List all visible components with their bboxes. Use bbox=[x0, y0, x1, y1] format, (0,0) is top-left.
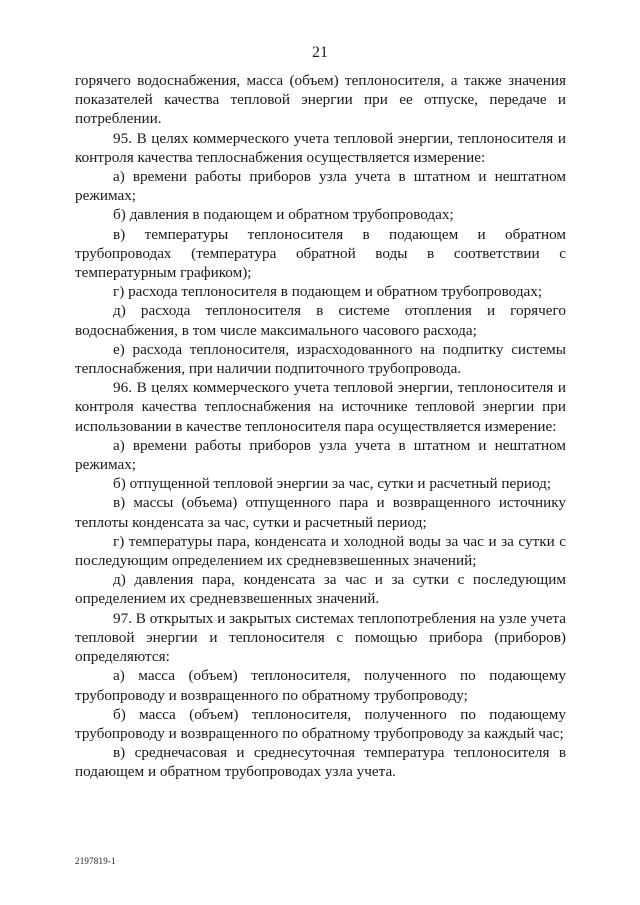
list-item: в) температуры теплоносителя в подающем и обратном трубопроводах (температура обратной воды в соответствии с температурным графиком); bbox=[75, 225, 566, 282]
list-item: а) времени работы приборов узла учета в штатном и нештатном режимах; bbox=[75, 168, 566, 205]
list-item: г) температуры пара, конденсата и холодной воды за час и за сутки с последующим определением их средневзвешенных значений; bbox=[75, 532, 566, 570]
list-item: б) давления в подающем и обратном трубопроводах; bbox=[113, 206, 454, 224]
document-code: 2197819-1 bbox=[75, 856, 116, 866]
paragraph-96: 96. В целях коммерческого учета тепловой энергии, теплоносителя и контроля качества теплоснабжения на источнике тепловой энергии при использовании в качестве теплоносителя пара осуществляется измерение: bbox=[75, 379, 566, 435]
list-item: е) расхода теплоносителя, израсходованного на подпитку системы теплоснабжения, при наличии подпиточного трубопровода. bbox=[75, 340, 566, 378]
paragraph-continuation: горячего водоснабжения, масса (объем) теплоносителя, а также значения показателей качества тепловой энергии при ее отпуске, передаче и потреблении. bbox=[75, 72, 566, 128]
list-item: д) давления пара, конденсата за час и за сутки с последующим определением их средневзвешенных значений. bbox=[75, 571, 566, 608]
page-number: 21 bbox=[312, 44, 328, 61]
document-body bbox=[75, 71, 566, 782]
paragraph-97: 97. В открытых и закрытых системах теплопотребления на узле учета тепловой энергии и теплоносителя с помощью прибора (приборов) определяются: bbox=[75, 609, 566, 666]
list-item: а) времени работы приборов узла учета в штатном и нештатном режимах; bbox=[75, 436, 566, 474]
paragraph-95: 95. В целях коммерческого учета тепловой энергии, теплоносителя и контроля качества теплоснабжения осуществляется измерение: bbox=[75, 129, 566, 166]
list-item: в) массы (объема) отпущенного пара и возвращенного источнику теплоты конденсата за час, сутки и расчетный период; bbox=[75, 494, 566, 531]
list-item: г) расхода теплоносителя в подающем и обратном трубопроводах; bbox=[113, 283, 543, 301]
list-item: в) среднечасовая и среднесуточная температура теплоносителя в подающем и обратном трубопроводах узла учета. bbox=[75, 744, 566, 781]
list-item: а) масса (объем) теплоносителя, полученного по подающему трубопроводу и возвращенного по обратному трубопроводу; bbox=[75, 667, 566, 704]
list-item: б) масса (объем) теплоносителя, полученного по подающему трубопроводу и возвращенного по обратному трубопроводу за каждый час; bbox=[75, 705, 566, 742]
list-item: д) расхода теплоносителя в системе отопления и горячего водоснабжения, в том числе максимального часового расхода; bbox=[75, 302, 566, 339]
list-item: б) отпущенной тепловой энергии за час, сутки и расчетный период; bbox=[113, 475, 552, 493]
